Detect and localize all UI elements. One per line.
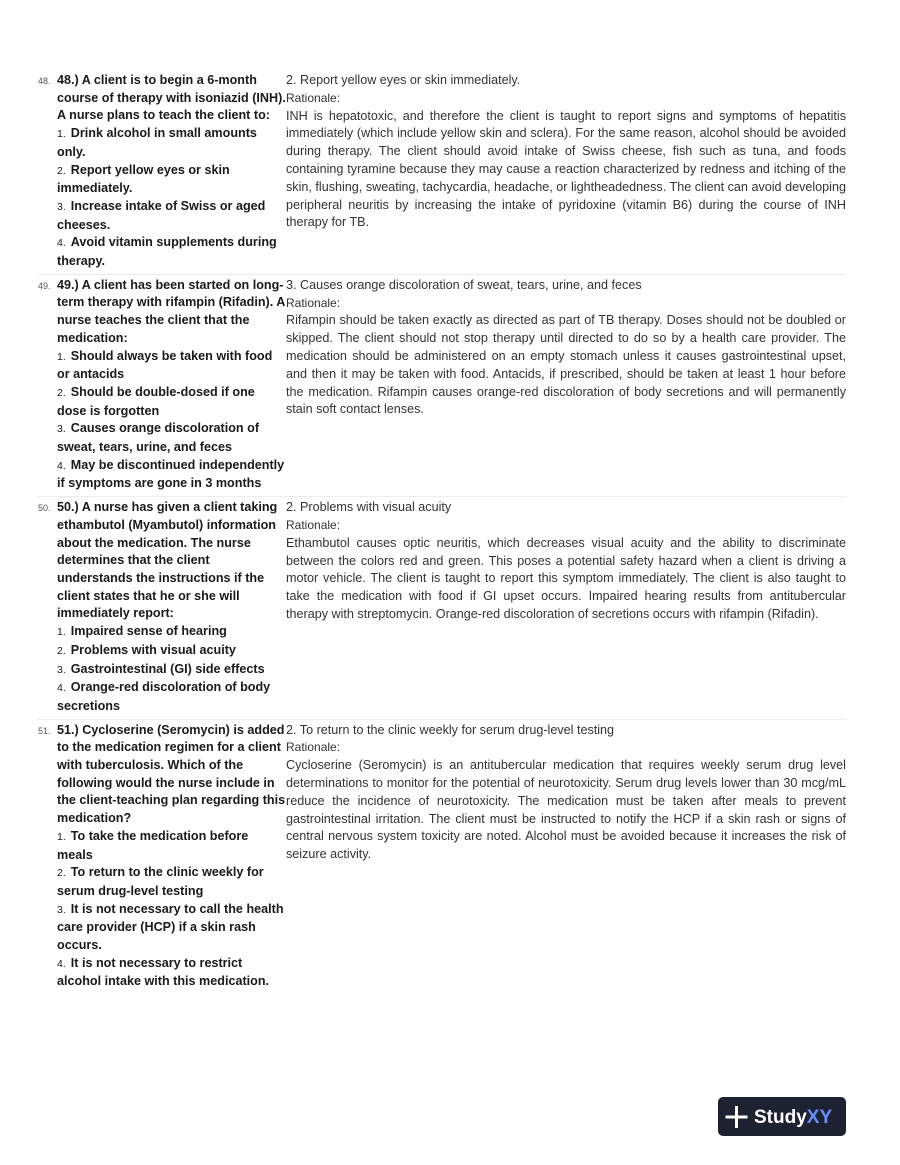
question-column [38, 277, 286, 493]
answer-column [286, 499, 846, 715]
answer-column [286, 72, 846, 271]
rationale-label: Rationale: [286, 295, 341, 310]
option-2: 2. To return to the clinic weekly for serum drug-level testing [57, 865, 264, 898]
question-column [38, 499, 286, 715]
correct-answer: 2. Problems with visual acuity [286, 500, 452, 515]
rationale-label: Rationale: [286, 90, 341, 105]
question-list [38, 70, 846, 994]
option-1: 1. Drink alcohol in small amounts only. [57, 126, 257, 159]
plus-icon [726, 1106, 748, 1128]
rationale-text: Rifampin should be taken exactly as directed as part of TB therapy. Doses should not be doubled or skipped. The client should not stop therapy until directed to do so by a health care provider. The medication should be administered on an empty stomach unless it causes gastrointestinal upset, and then it may be taken with food. Antacids, if prescribed, should be taken at least 1 hour before the medication. Rifampin causes orange-red discoloration of body secretions and will permanently stain soft contact lenses. [286, 313, 846, 417]
rationale-text: Ethambutol causes optic neuritis, which decreases visual acuity and the ability to discriminate between the colors red and green. This poses a potential safety hazard when a client is driving a motor vehicle. The client is taught to report this symptom immediately. The client is also taught to take the medication with food if GI upset occurs. Impaired hearing results from antitubercular therapy with streptomycin. Orange-red discoloration of secretions occurs with rifampin (Rifadin). [286, 535, 846, 621]
question-stem: 51.) Cycloserine (Seromycin) is added to the medication regimen for a client with tuberculosis. Which of the following would the nurse include in the client-teaching plan regarding this medication? [57, 722, 286, 826]
option-3: 3. Causes orange discoloration of sweat, tears, urine, and feces [57, 421, 260, 455]
rationale-text: Cycloserine (Seromycin) is an antitubercular medication that requires weekly serum drug level determinations to monitor for the potential of neurotoxicity. Serum drug levels lower than 30 mcg/mL reduce the incidence of neurotoxicity. The medication must be taken after meals to prevent gastrointestinal irritation. The client must be instructed to notify the HCP if a skin rash or signs of central nervous system toxicity are noted. Alcohol must be avoided because it increases the risk of seizure activity. [286, 758, 846, 862]
question-number: 49. [38, 280, 51, 291]
question-stem: 50.) A nurse has given a client taking ethambutol (Myambutol) information about the medication. The nurse determines that the client understands the instructions if the client states that he or she will immediately report: [57, 500, 278, 621]
answer-column [286, 277, 846, 493]
correct-answer: 3. Causes orange discoloration of sweat, tears, urine, and feces [286, 277, 642, 292]
option-3: 3. It is not necessary to call the health care provider (HCP) if a skin rash occurs. [57, 901, 284, 953]
correct-answer: 2. To return to the clinic weekly for serum drug-level testing [286, 722, 615, 737]
option-1: 1. To take the medication before meals [57, 828, 249, 862]
answer-column [286, 722, 846, 992]
question-column [38, 722, 286, 992]
option-4: 4. Avoid vitamin supplements during therapy. [57, 235, 277, 269]
question-column [38, 72, 286, 271]
question-stem: 48.) A client is to begin a 6-month course of therapy with isoniazid (INH). A nurse plans to teach the client to: [57, 73, 286, 123]
option-2: 2. Report yellow eyes or skin immediately. [57, 162, 230, 196]
option-1: 1. Should always be taken with food or antacids [57, 348, 273, 382]
studyxy-logo[interactable] [718, 1097, 846, 1136]
question-row [38, 497, 846, 719]
option-4: 4. Orange-red discoloration of body secretions [57, 680, 271, 713]
svg-text:StudyXY [754, 1107, 832, 1128]
question-row [38, 70, 846, 275]
option-1: 1. Impaired sense of hearing [57, 624, 227, 639]
studyxy-logo-graphic [722, 1102, 842, 1132]
question-stem: 49.) A client has been started on long-term therapy with rifampin (Rifadin). A nurse teaches the client that the medication: [57, 277, 285, 345]
option-3: 3. Gastrointestinal (GI) side effects [57, 661, 265, 676]
question-number: 50. [38, 503, 51, 514]
logo-text-plain: Study [754, 1106, 807, 1128]
rationale-label: Rationale: [286, 740, 341, 755]
question-number: 48. [38, 76, 51, 86]
question-row [38, 275, 846, 497]
question-row [38, 720, 846, 995]
question-number: 51. [38, 725, 51, 736]
option-2: 2. Problems with visual acuity [57, 642, 236, 657]
option-4: 4. May be discontinued independently if symptoms are gone in 3 months [57, 457, 285, 491]
option-4: 4. It is not necessary to restrict alcohol intake with this medication. [57, 955, 270, 989]
rationale-text: INH is hepatotoxic, and therefore the client is taught to report signs and symptoms of hepatitis immediately (which include yellow skin and sclera). For the same reason, alcohol should be avoided during therapy. The client should avoid intake of Swiss cheese, fish such as tuna, and foods containing tyramine because they may cause a reaction characterized by redness and itching of the skin, flushing, sweating, tachycardia, headache, or lightheadedness. The client can avoid developing peripheral neuritis by increasing the intake of pyridoxine (vitamin B6) during the course of INH therapy for TB. [286, 108, 846, 230]
option-2: 2. Should be double-dosed if one dose is forgotten [57, 384, 255, 418]
option-3: 3. Increase intake of Swiss or aged cheeses. [57, 198, 266, 232]
rationale-label: Rationale: [286, 517, 341, 532]
correct-answer: 2. Report yellow eyes or skin immediately. [286, 73, 521, 87]
logo-text-accent: XY [806, 1106, 833, 1128]
